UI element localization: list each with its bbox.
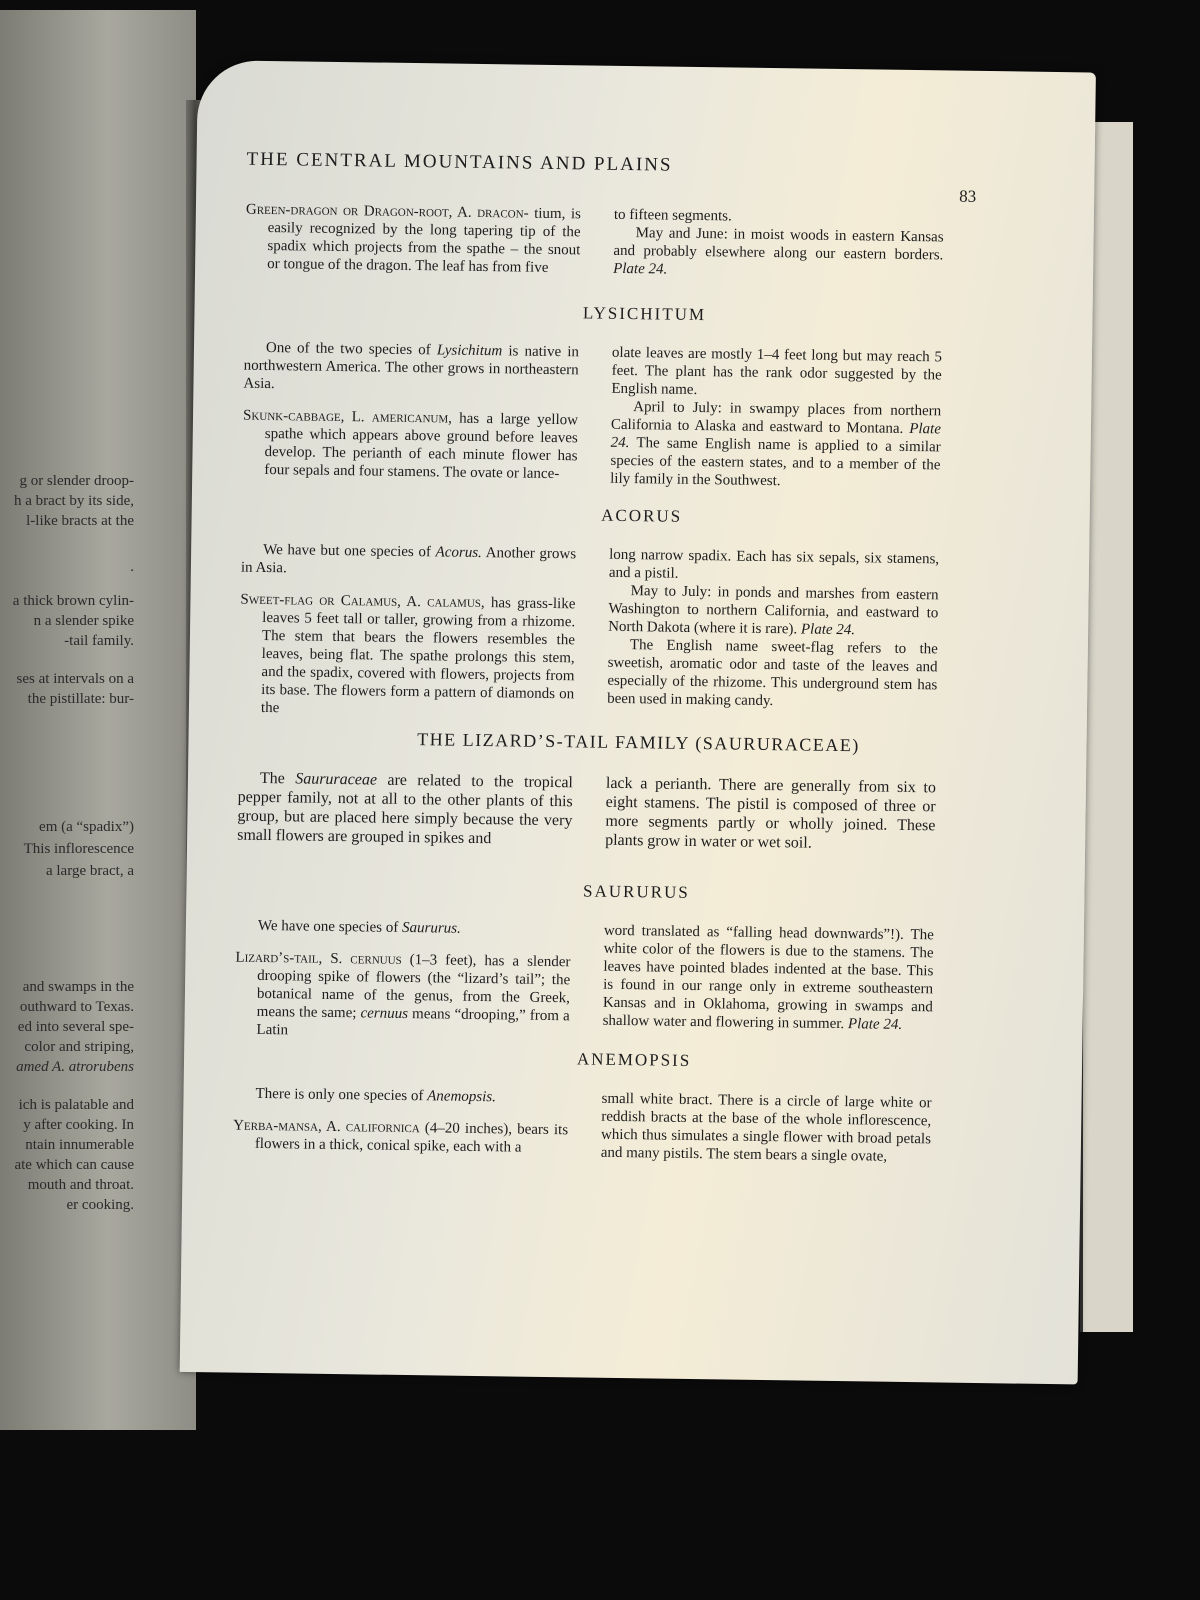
left-text-fragment: l-like bracts at the: [26, 513, 134, 529]
green-dragon-continued: [613, 206, 944, 283]
intro-text: is native in northwestern America. The other grows in northeastern Asia.: [243, 343, 580, 393]
green-dragon-entry: [245, 201, 581, 278]
range-text: The same English name is applied to a similar species of the eastern states, and to a member of the lily family in the Southwest.: [610, 435, 941, 490]
page-number: 83: [959, 186, 977, 206]
lysichitum-right-column: [610, 344, 942, 493]
entry-text: has a large yellow spathe which appears above ground before leaves develop. The perianth of each minute flower has four sepals and four stamens. The ovate or lance-: [264, 410, 579, 483]
saururus-right-column: [602, 922, 933, 1035]
intro-text: One of the two species of: [265, 339, 437, 359]
left-text-fragment: g or slender droop-: [19, 473, 134, 489]
intro-text: Another grows in Asia.: [240, 545, 577, 577]
left-text-fragment: a thick brown cylin-: [12, 593, 134, 609]
lysichitum-left-column: [242, 339, 579, 484]
entry-text: means “drooping,” from a Latin: [256, 1006, 570, 1039]
section-heading-lysichitum: LYSICHITUM: [582, 303, 707, 325]
entry-text: small white bract. There is a circle of large white or reddish bracts at the base of the whole inflorescence, which thus simulates a single flower with broad petals and many pistils. The stem bears a single ovate,: [600, 1090, 932, 1165]
anemopsis-right-column: [601, 1090, 932, 1167]
intro-text: We have but one species of: [263, 541, 436, 561]
family-text: are related to the tropical pepper family, not at all to the other plants of this group, but are placed here simply because the very small flowers are grouped in spikes and: [237, 771, 574, 848]
left-text-fragment: -tail family.: [64, 633, 134, 649]
left-text-fragment: y after cooking. In: [23, 1117, 134, 1133]
left-text-fragment: er cooking.: [66, 1197, 134, 1213]
right-page: [180, 60, 1096, 1384]
family-text: lack a perianth. There are generally from six to eight stamens. The pistil is composed of three or more segments partly or wholly joined. These plants grow in water or wet soil.: [605, 774, 937, 852]
entry-text: tium, is easily recognized by the long tapering tip of the spadix which projects from the spathe – the snout or tongue of the dragon. The leaf has from five: [267, 205, 582, 276]
species-name: Sweet-flag or Calamus, A. calamus,: [240, 591, 485, 612]
family-left-column: [237, 769, 573, 850]
genus-name: Acorus.: [435, 544, 482, 562]
running-head: THE CENTRAL MOUNTAINS AND PLAINS: [246, 148, 673, 176]
family-name: Saururaceae: [295, 770, 378, 789]
left-text-fragment: ed into several spe-: [17, 1019, 134, 1035]
left-text-fragment: ntain innumerable: [25, 1137, 134, 1153]
latin-term: cernuus: [360, 1005, 409, 1023]
species-name: Skunk-cabbage, L. americanum,: [242, 407, 453, 427]
entry-text: The English name sweet-flag refers to the sweetish, aromatic odor and taste of the leaves and especially of the rhizome. This underground stem has been used in making candy.: [607, 637, 938, 710]
left-text-fragment: .: [130, 559, 134, 575]
entry-text: (4–20 inches), bears its flowers in a thick, conical spike, each with a: [254, 1120, 569, 1156]
plate-ref: Plate 24.: [613, 260, 668, 278]
acorus-left-column: [239, 541, 576, 722]
acorus-right-column: [607, 546, 939, 713]
left-text-fragment: the pistillate: bur-: [27, 691, 134, 707]
family-heading: THE LIZARD’S-TAIL FAMILY (SAURURACEAE): [417, 729, 860, 756]
left-text-fragment: outhward to Texas.: [19, 999, 134, 1015]
section-heading-saururus: SAURURUS: [582, 881, 690, 902]
family-text: The: [259, 769, 296, 788]
intro-text: There is only one species of: [255, 1085, 428, 1105]
species-name: Yerba-mansa, A. californica: [233, 1117, 420, 1137]
left-text-fragment: a large bract, a: [45, 863, 134, 879]
section-heading-acorus: ACORUS: [601, 505, 683, 526]
left-text-fragment: mouth and throat.: [27, 1177, 134, 1193]
plate-ref: Plate 24.: [610, 420, 942, 452]
entry-text: word translated as “falling head downwards”!). The white color of the flowers is due to the stamens. The leaves have pointed blades indented at the base. This is found in our range only in extreme southeastern Kansas and in Oklahoma, growing in swamps and shallow water and flowering in summer.: [602, 922, 934, 1033]
species-name: Green-dragon or Dragon-root, A. dracon-: [245, 201, 529, 222]
genus-name: Saururus.: [401, 919, 461, 937]
entry-text: to fifteen segments.: [613, 206, 732, 225]
left-text-fragment: h a bract by its side,: [14, 493, 134, 509]
entry-text: long narrow spadix. Each has six sepals, six stamens, and a pistil.: [608, 546, 940, 582]
entry-text: (1–3 feet), has a slender drooping spike of flowers (the “lizard’s tail”; the botanical name of the genus, from the Greek, means the same;: [256, 951, 571, 1022]
species-name: Lizard’s-tail, S. cernuus: [235, 949, 402, 968]
left-text-fragment: This inflorescence: [23, 841, 134, 857]
left-text-fragment: ate which can cause: [14, 1157, 134, 1173]
family-right-column: [605, 774, 936, 855]
left-text-fragment: and swamps in the: [22, 979, 134, 995]
genus-name: Anemopsis.: [427, 1088, 497, 1106]
anemopsis-left-column: [233, 1085, 569, 1158]
left-text-fragment: n a slender spike: [33, 613, 134, 629]
plate-ref: Plate 24.: [847, 1016, 903, 1033]
plate-ref: Plate 24.: [800, 621, 856, 639]
genus-name: Lysichitum: [436, 342, 503, 360]
left-text-fragment: color and striping,: [24, 1039, 134, 1055]
saururus-left-column: [234, 917, 571, 1044]
left-text-fragment: ses at intervals on a: [16, 671, 134, 687]
range-text: May and June: in moist woods in eastern Kansas and probably elsewhere along our eastern borders.: [613, 225, 944, 264]
range-text: May to July: in ponds and marshes from eastern Washington to northern California, and eastward to North Dakota (where it is rare).: [608, 583, 939, 638]
left-page: [0, 10, 196, 1430]
left-text-fragment: ich is palatable and: [18, 1097, 134, 1113]
entry-text: has grass-like leaves 5 feet tall or taller, growing from a rhizome. The stem that bears the flowers resembles the leaves, being flat. The spathe prolongs this stem, and the spadix, covered with flowers, projects from its base. The flowers form a pattern of diamonds on the: [260, 595, 576, 717]
range-text: April to July: in swampy places from northern California to Alaska and eastward to Montana.: [610, 399, 942, 437]
left-text-fragment: em (a “spadix”): [39, 819, 134, 835]
left-text-fragment: amed A. atrorubens: [16, 1059, 134, 1075]
section-heading-anemopsis: ANEMOPSIS: [576, 1049, 692, 1070]
entry-text: olate leaves are mostly 1–4 feet long but may reach 5 feet. The plant has the rank odor suggested by the English name.: [611, 344, 943, 399]
intro-text: We have one species of: [257, 917, 403, 936]
